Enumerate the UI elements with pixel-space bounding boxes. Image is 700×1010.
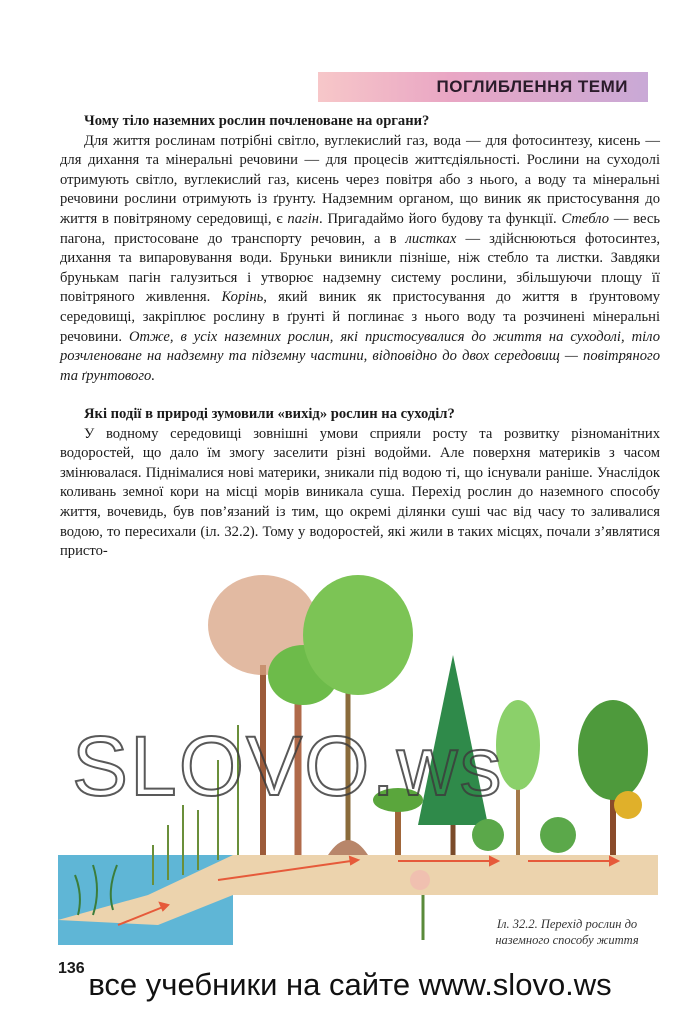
text-fragment: Для життя рослинам потрібні світло, вуглекислий газ, вода — для фотосинтезу, кисень — для дихання та мінеральні речовини — для процесів життєдіяльності. Рослини на суходолі отримують світло, вуглекислий газ, кисень через повітря або з нього, а воду та мінеральні речовини рослини отримують із ґрунту. Надземним органом, що виник як пристосування до життя в повітряному середовищі, є — [60, 132, 660, 227]
page-number: 136 — [58, 960, 85, 977]
text-fragment: , який виник як пристосування до життя в ґрунтовому середовищі, закріплює рослину в ґрунті й поглинає з нього воду та розчинені мінеральні речовини. — [60, 289, 660, 345]
seedling — [410, 870, 430, 940]
watermark: SLOVO.ws — [72, 719, 504, 813]
section-1-paragraph — [60, 132, 660, 387]
text-fragment: — весь пагона, пристосоване до транспорту речовин, а в — [60, 210, 661, 247]
caption-ref: Іл. 32.2. — [496, 917, 538, 931]
caption-text: Перехід рослин до наземного способу життя — [495, 917, 639, 947]
site-footer: все учебники на сайте www.slovo.ws — [88, 967, 612, 1002]
section-1-heading: Чому тіло наземних рослин почленоване на органи? — [84, 113, 430, 129]
conclusion: Отже, в усіх наземних рослин, які пристосувалися до життя на суходолі, тіло розчленоване на надземну та підземну частини, відповідно до двох середовищ — повітряного та ґрунтового. — [60, 328, 660, 384]
section-2 — [60, 405, 660, 562]
term-korin: Корінь — [221, 289, 264, 306]
text-fragment: . Пригадаймо його будову та функції. — [319, 210, 562, 227]
term-steblo: Стебло — [561, 210, 610, 227]
section-2-heading: Які події в природі зумовили «вихід» рослин на суходіл? — [84, 406, 455, 422]
banner-label: ПОГЛИБЛЕННЯ ТЕМИ — [436, 77, 628, 96]
section-banner — [318, 72, 648, 102]
section-1 — [60, 112, 660, 386]
term-pagin: пагін — [287, 210, 320, 227]
term-lystky: листках — [405, 230, 457, 247]
figure-caption — [482, 916, 652, 948]
text-fragment: — здійснюються фотосинтез, дихання та випаровування води. Бруньки виникли пізніше, ніж стебло та листки. Завдяки брунькам пагін галузиться і утворює надземну систему рослини, збільшуючи площу її повітряного живлення. — [60, 230, 660, 306]
section-2-paragraph: У водному середовищі зовнішні умови сприяли росту та розвитку різноманітних водоростей, що дало їм змогу заселити різні водойми. Але поверхня материків з часом змінювалася. Піднімалися нові материки, зникали під водою ті, що існували раніше. Унаслідок коливань земної кори на місці морів виникала суша. Перехід рослин до наземного способу життя, вочевидь, був пов’язаний із тим, що окремі ділянки суші час від часу то заливалися водою, то пересихали (іл. 32.2). Тому у водоростей, які жили в таких місцях, почали з’являтися присто- — [60, 425, 660, 560]
